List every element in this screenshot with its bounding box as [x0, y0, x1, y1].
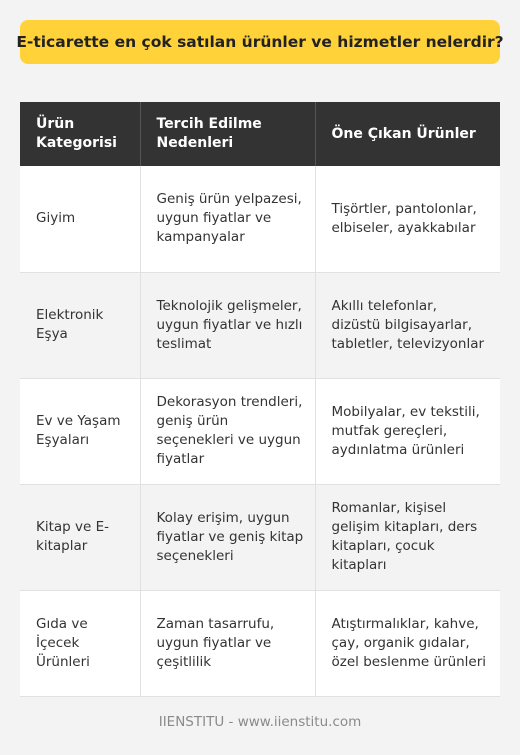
table-row [20, 590, 500, 696]
product-table [20, 102, 500, 697]
cell-category: Giyim [20, 166, 140, 272]
cell-products: Tişörtler, pantolonlar, elbiseler, ayakkabılar [315, 166, 500, 272]
footer-credit: IIENSTITU - www.iienstitu.com [158, 714, 362, 730]
cell-reasons: Kolay erişim, uygun fiyatlar ve geniş kitap seçenekleri [140, 484, 315, 590]
cell-products: Atıştırmalıklar, kahve, çay, organik gıdalar, özel beslenme ürünleri [315, 590, 500, 696]
cell-category: Gıda ve İçecek Ürünleri [20, 590, 140, 696]
cell-products: Mobilyalar, ev tekstili, mutfak gereçleri, aydınlatma ürünleri [315, 378, 500, 484]
column-header-category: Ürün Kategorisi [20, 102, 140, 166]
cell-reasons: Geniş ürün yelpazesi, uygun fiyatlar ve kampanyalar [140, 166, 315, 272]
table-row [20, 272, 500, 378]
cell-category: Kitap ve E-kitaplar [20, 484, 140, 590]
table-row [20, 378, 500, 484]
cell-category: Ev ve Yaşam Eşyaları [20, 378, 140, 484]
page-title: E-ticarette en çok satılan ürünler ve hizmetler nelerdir? [16, 33, 504, 51]
cell-products: Romanlar, kişisel gelişim kitapları, ders kitapları, çocuk kitapları [315, 484, 500, 590]
title-banner [16, 20, 504, 64]
column-header-reasons: Tercih Edilme Nedenleri [140, 102, 315, 166]
table-row [20, 484, 500, 590]
table-row [20, 166, 500, 272]
cell-reasons: Zaman tasarrufu, uygun fiyatlar ve çeşitlilik [140, 590, 315, 696]
table-header-row [20, 102, 500, 166]
cell-reasons: Teknolojik gelişmeler, uygun fiyatlar ve hızlı teslimat [140, 272, 315, 378]
cell-category: Elektronik Eşya [20, 272, 140, 378]
column-header-products: Öne Çıkan Ürünler [315, 102, 500, 166]
cell-reasons: Dekorasyon trendleri, geniş ürün seçenekleri ve uygun fiyatlar [140, 378, 315, 484]
cell-products: Akıllı telefonlar, dizüstü bilgisayarlar, tabletler, televizyonlar [315, 272, 500, 378]
